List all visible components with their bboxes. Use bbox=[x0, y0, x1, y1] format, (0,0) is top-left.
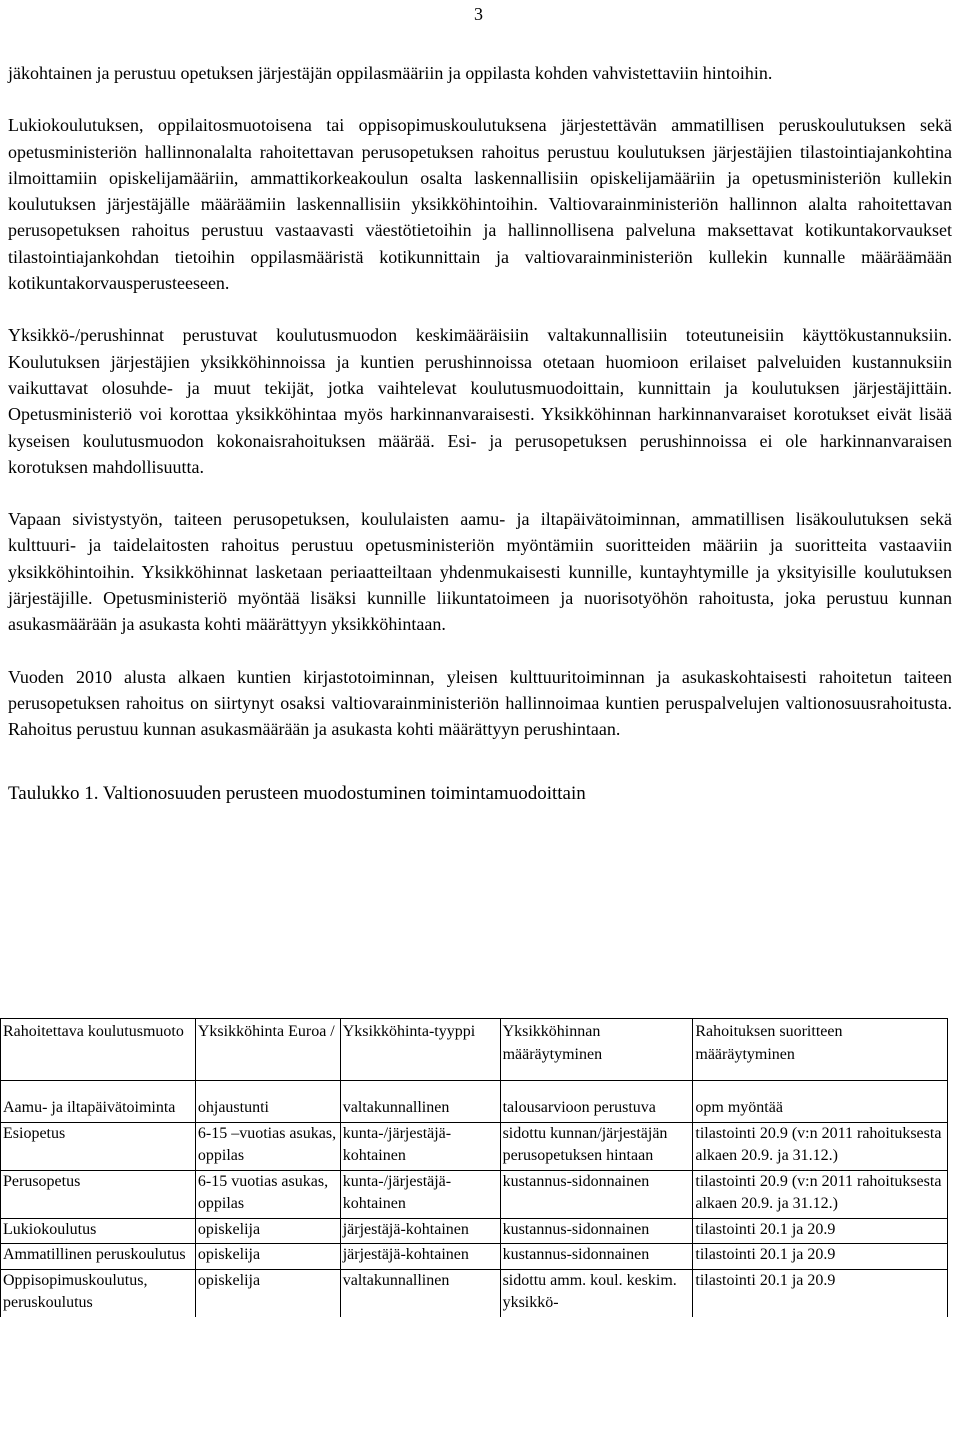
paragraph-3: Yksikkö-/perushinnat perustuvat koulutusmuodon keskimääräisiin valtakunnallisiin toteutuneisiin käyttökustannuksiin. Koulutuksen järjestäjien yksikköhinnoissa ja kuntien perushinnoissa otetaan huomioon erilaiset palveluiden kustannuksiin vaikuttavat olosuhde- ja muut tekijät, jotka vaihtelevat koulutusmuodoittain, kunnittain ja koulutuksen järjestäjittäin. Opetusministeriö voi korottaa yksikköhintaa myös harkinnanvaraisesti. Yksikköhinnan harkinnanvaraiset korotukset eivät lisää kyseisen koulutusmuodon kokonaisrahoituksen määrää. Esi- ja perusopetuksen perushinnoissa ei ole harkinnanvaraisen korotuksen mahdollisuutta. bbox=[8, 325, 952, 477]
table-cell: Perusopetus bbox=[1, 1170, 196, 1218]
table-cell: Lukiokoulutus bbox=[1, 1218, 196, 1244]
table-cell: Ammatillinen peruskoulutus bbox=[1, 1244, 196, 1270]
table-row bbox=[1, 1269, 948, 1317]
table-cell: järjestäjä-kohtainen bbox=[340, 1244, 500, 1270]
table-row bbox=[1, 1122, 948, 1170]
paragraph-1: jäkohtainen ja perustuu opetuksen järjestäjän oppilasmääriin ja oppilasta kohden vahvistettaviin hintoihin. bbox=[8, 63, 773, 83]
table-cell: kustannus-sidonnainen bbox=[500, 1218, 693, 1244]
page-number: 3 bbox=[474, 4, 483, 24]
table-row bbox=[1, 1244, 948, 1270]
table-cell: opiskelija bbox=[195, 1218, 340, 1244]
table-row bbox=[1, 1170, 948, 1218]
table-cell: kunta-/järjestäjä-kohtainen bbox=[340, 1122, 500, 1170]
table-cell: opm myöntää bbox=[693, 1081, 948, 1123]
table-cell: tilastointi 20.1 ja 20.9 bbox=[693, 1218, 948, 1244]
table-cell: tilastointi 20.1 ja 20.9 bbox=[693, 1269, 948, 1317]
table-cell: valtakunnallinen bbox=[340, 1081, 500, 1123]
document-body bbox=[8, 60, 952, 807]
header-cell: Rahoituksen suoritteen määräytyminen bbox=[693, 1019, 948, 1081]
table-cell: ohjaustunti bbox=[195, 1081, 340, 1123]
header-cell: Yksikköhinta Euroa / bbox=[195, 1019, 340, 1081]
table-cell: opiskelija bbox=[195, 1269, 340, 1317]
table-cell: Oppisopimuskoulutus, peruskoulutus bbox=[1, 1269, 196, 1317]
header-cell: Yksikköhinnan määräytyminen bbox=[500, 1019, 693, 1081]
paragraph-4: Vapaan sivistystyön, taiteen perusopetuksen, koululaisten aamu- ja iltapäivätoiminnan, ammatillisen lisäkoulutuksen sekä kulttuuri- ja taidelaitosten rahoitus perustuu opetusministeriön myöntämiin suoritteiden määriin ja suoritteita vastaaviin yksikköhintoihin. Yksikköhinnat lasketaan periaatteiltaan yhdenmukaisesti kunnille, kuntayhtymille ja yksityisille koulutuksen järjestäjille. Opetusministeriö myöntää lisäksi kunnille liikuntatoimeen ja nuorisotyöhön rahoitusta, joka perustuu kunnan asukasmäärään ja asukasta kohti määrättyyn yksikköhintaan. bbox=[8, 509, 952, 635]
table-cell: järjestäjä-kohtainen bbox=[340, 1218, 500, 1244]
table-cell: kustannus-sidonnainen bbox=[500, 1170, 693, 1218]
table-header-row bbox=[1, 1019, 948, 1081]
table-row bbox=[1, 1218, 948, 1244]
header-cell: Yksikköhinta-tyyppi bbox=[340, 1019, 500, 1081]
table-cell: tilastointi 20.1 ja 20.9 bbox=[693, 1244, 948, 1270]
table-cell: sidottu amm. koul. keskim. yksikkö- bbox=[500, 1269, 693, 1317]
table-cell: talousarvioon perustuva bbox=[500, 1081, 693, 1123]
table-cell: tilastointi 20.9 (v:n 2011 rahoituksesta alkaen 20.9. ja 31.12.) bbox=[693, 1170, 948, 1218]
paragraph-2: Lukiokoulutuksen, oppilaitosmuotoisena tai oppisopimuskoulutuksena järjestettävän ammatillisen peruskoulutuksen sekä opetusministeriön hallinnonalalta rahoitettavan perusopetuksen rahoitus perustuu koulutuksen järjestäjien tilastointiajankohtina ilmoittamiin opiskelijamääriin, ammattikorkeakoulun osalta laskennallisiin opiskelijamääriin ja opetusministeriön kullekin koulutuksen järjestäjälle määräämiin laskennallisiin yksikköhintoihin. Valtiovarainministeriön hallinnon alalta rahoitettavan perusopetuksen rahoitus perustuu vastaavasti väestötietoihin ja hallinnollisena palveluna maksettavat kotikuntakorvaukset tilastointiajankohdan tietoihin oppilasmääristä kotikunnittain ja valtiovarainministeriön kullekin kunnalle määräämään kotikuntakorvausperusteeseen. bbox=[8, 115, 952, 294]
table-cell: Aamu- ja iltapäivätoiminta bbox=[1, 1081, 196, 1123]
table-cell: tilastointi 20.9 (v:n 2011 rahoituksesta alkaen 20.9. ja 31.12.) bbox=[693, 1122, 948, 1170]
table-cell: valtakunnallinen bbox=[340, 1269, 500, 1317]
table-caption: Taulukko 1. Valtionosuuden perusteen muodostuminen toimintamuodoittain bbox=[8, 782, 586, 804]
table-cell: kunta-/järjestäjä-kohtainen bbox=[340, 1170, 500, 1218]
table-cell: 6-15 vuotias asukas, oppilas bbox=[195, 1170, 340, 1218]
table-cell: kustannus-sidonnainen bbox=[500, 1244, 693, 1270]
header-cell: Rahoitettava koulutusmuoto bbox=[1, 1019, 196, 1081]
table-cell: opiskelija bbox=[195, 1244, 340, 1270]
funding-table bbox=[0, 1018, 948, 1317]
table-cell: sidottu kunnan/järjestäjän perusopetuksen hintaan bbox=[500, 1122, 693, 1170]
paragraph-5: Vuoden 2010 alusta alkaen kuntien kirjastotoiminnan, yleisen kulttuuritoiminnan ja asukaskohtaisesti rahoitetun taiteen perusopetuksen rahoitus on siirtynyt osaksi valtiovarainministeriön hallinnoimaa kuntien peruspalvelujen valtionosuusrahoitusta. Rahoitus perustuu kunnan asukasmäärään ja asukasta kohti määrättyyn perushintaan. bbox=[8, 666, 952, 740]
table-cell: Esiopetus bbox=[1, 1122, 196, 1170]
table-row bbox=[1, 1081, 948, 1123]
table-cell: 6-15 –vuotias asukas, oppilas bbox=[195, 1122, 340, 1170]
